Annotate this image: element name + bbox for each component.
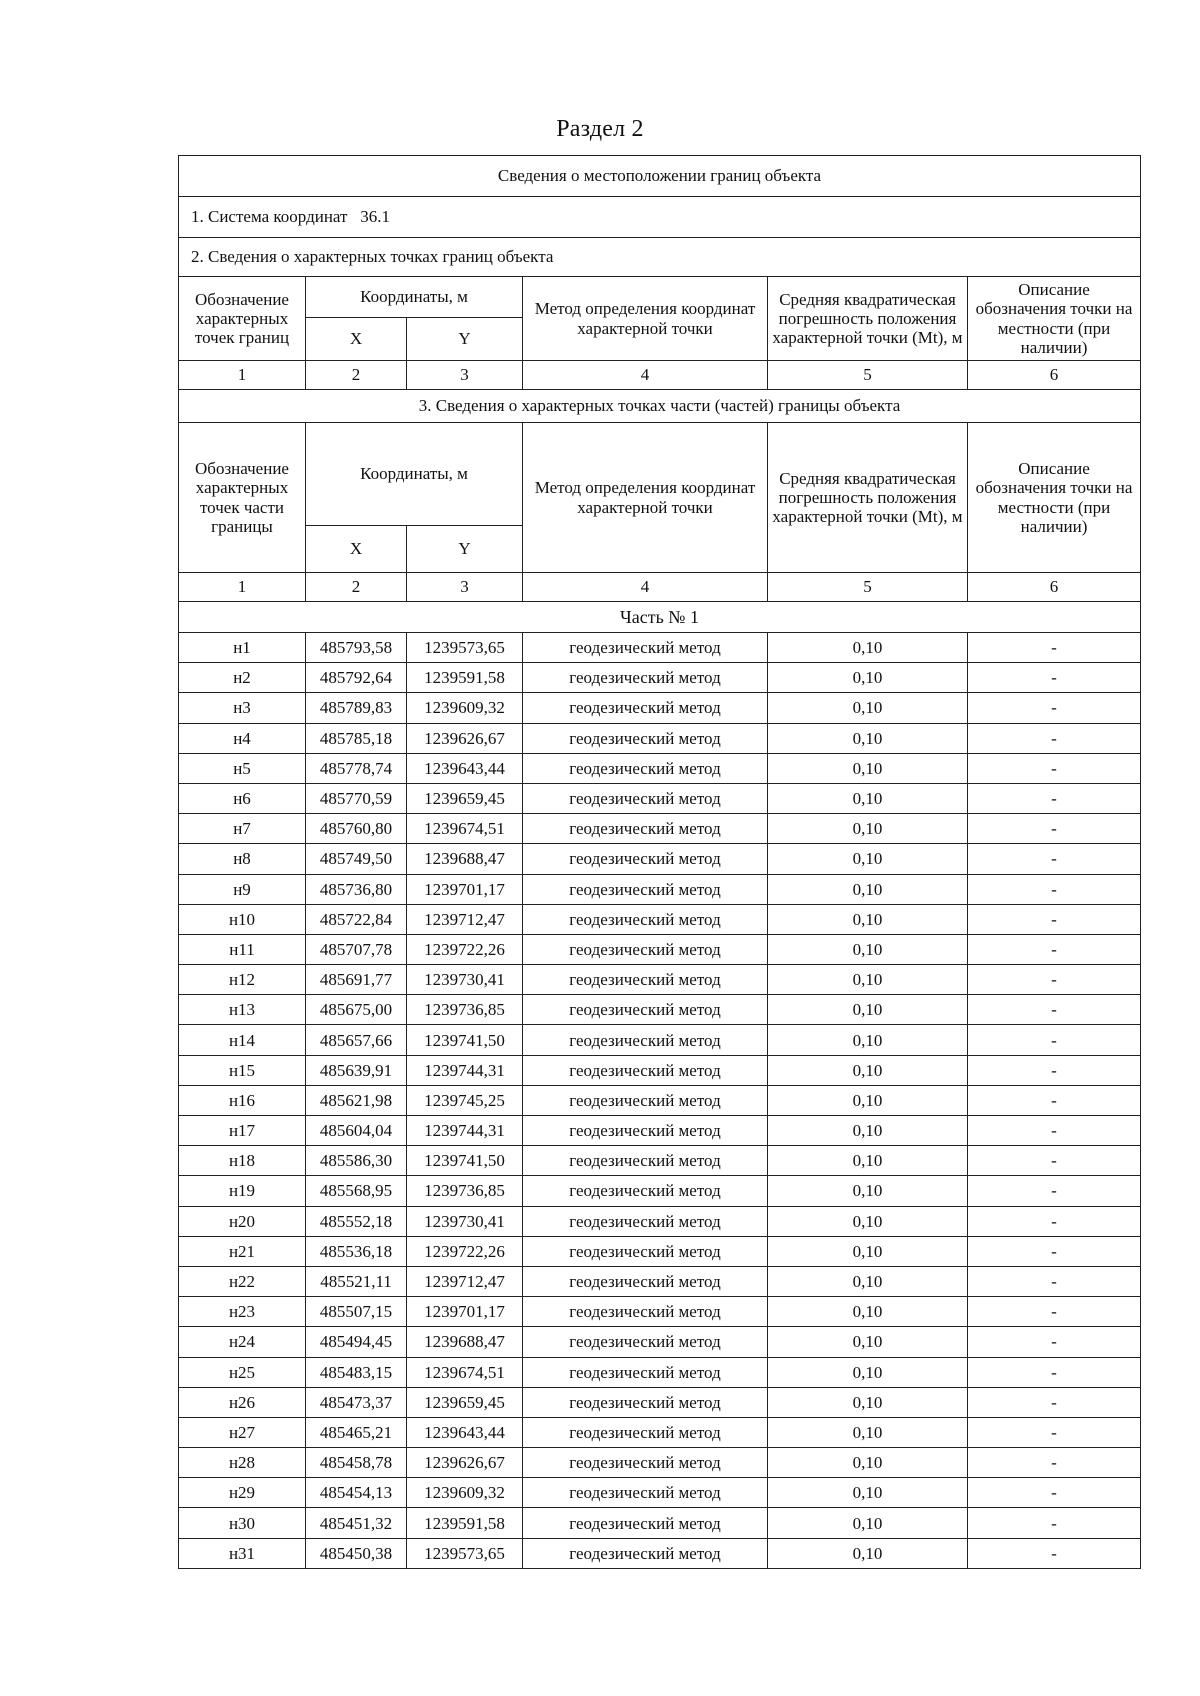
description-cell: -	[968, 814, 1141, 844]
coord-y-cell: 1239609,32	[407, 693, 523, 723]
point-id-cell: н10	[179, 904, 306, 934]
table-row	[179, 1417, 1141, 1447]
table-row	[179, 1266, 1141, 1296]
table-row	[179, 783, 1141, 813]
accuracy-cell: 0,10	[768, 965, 968, 995]
coord-x-cell: 485521,11	[306, 1266, 407, 1296]
point-id-cell: н11	[179, 934, 306, 964]
accuracy-cell: 0,10	[768, 723, 968, 753]
accuracy-cell: 0,10	[768, 1176, 968, 1206]
col-number: 1	[179, 361, 306, 390]
coord-x-cell: 485639,91	[306, 1055, 407, 1085]
accuracy-cell: 0,10	[768, 1085, 968, 1115]
coord-system-label: 1. Система координат	[191, 207, 348, 227]
coord-y-cell: 1239591,58	[407, 663, 523, 693]
coord-x-cell: 485691,77	[306, 965, 407, 995]
point-id-cell: н1	[179, 633, 306, 663]
description-cell: -	[968, 1055, 1141, 1085]
method-cell: геодезический метод	[523, 1508, 768, 1538]
sec3-col-description: Описание обозначения точки на местности (при наличии)	[968, 423, 1141, 573]
method-cell: геодезический метод	[523, 1116, 768, 1146]
accuracy-cell: 0,10	[768, 1508, 968, 1538]
coord-system-row	[179, 197, 1141, 238]
point-id-cell: н30	[179, 1508, 306, 1538]
method-cell: геодезический метод	[523, 1387, 768, 1417]
method-cell: геодезический метод	[523, 1478, 768, 1508]
coord-y-cell: 1239643,44	[407, 753, 523, 783]
table-row	[179, 1387, 1141, 1417]
point-id-cell: н29	[179, 1478, 306, 1508]
method-cell: геодезический метод	[523, 1357, 768, 1387]
description-cell: -	[968, 783, 1141, 813]
sec3-col-y: Y	[407, 526, 523, 573]
accuracy-cell: 0,10	[768, 1357, 968, 1387]
table-row	[179, 1176, 1141, 1206]
table-row	[179, 995, 1141, 1025]
coord-x-cell: 485657,66	[306, 1025, 407, 1055]
method-cell: геодезический метод	[523, 633, 768, 663]
boundary-table	[178, 155, 1141, 1569]
accuracy-cell: 0,10	[768, 1266, 968, 1296]
accuracy-cell: 0,10	[768, 1327, 968, 1357]
table-row	[179, 904, 1141, 934]
table-row	[179, 1448, 1141, 1478]
coord-y-cell: 1239712,47	[407, 1266, 523, 1296]
point-id-cell: н5	[179, 753, 306, 783]
point-id-cell: н22	[179, 1266, 306, 1296]
description-cell: -	[968, 904, 1141, 934]
description-cell: -	[968, 1387, 1141, 1417]
col-number: 3	[407, 573, 523, 602]
sec3-col-method: Метод определения координат характерной точки	[523, 423, 768, 573]
sec2-col-coords: Координаты, м	[306, 277, 523, 318]
method-cell: геодезический метод	[523, 995, 768, 1025]
coord-x-cell: 485454,13	[306, 1478, 407, 1508]
part-title: Часть № 1	[179, 602, 1141, 633]
point-id-cell: н16	[179, 1085, 306, 1115]
sec2-col-method: Метод определения координат характерной точки	[523, 277, 768, 361]
description-cell: -	[968, 1508, 1141, 1538]
point-id-cell: н9	[179, 874, 306, 904]
accuracy-cell: 0,10	[768, 1236, 968, 1266]
sec3-title-row	[179, 390, 1141, 423]
point-id-cell: н8	[179, 844, 306, 874]
accuracy-cell: 0,10	[768, 783, 968, 813]
accuracy-cell: 0,10	[768, 753, 968, 783]
description-cell: -	[968, 844, 1141, 874]
col-number: 3	[407, 361, 523, 390]
coord-x-cell: 485604,04	[306, 1116, 407, 1146]
coord-x-cell: 485793,58	[306, 633, 407, 663]
point-id-cell: н20	[179, 1206, 306, 1236]
description-cell: -	[968, 753, 1141, 783]
point-id-cell: н3	[179, 693, 306, 723]
sec3-col-numbers-row	[179, 573, 1141, 602]
point-id-cell: н18	[179, 1146, 306, 1176]
method-cell: геодезический метод	[523, 904, 768, 934]
description-cell: -	[968, 934, 1141, 964]
point-id-cell: н31	[179, 1538, 306, 1568]
table-row	[179, 844, 1141, 874]
col-number: 6	[968, 361, 1141, 390]
table-row	[179, 1357, 1141, 1387]
accuracy-cell: 0,10	[768, 874, 968, 904]
table-row	[179, 753, 1141, 783]
method-cell: геодезический метод	[523, 783, 768, 813]
coord-x-cell: 485770,59	[306, 783, 407, 813]
col-number: 1	[179, 573, 306, 602]
method-cell: геодезический метод	[523, 934, 768, 964]
point-id-cell: н26	[179, 1387, 306, 1417]
accuracy-cell: 0,10	[768, 1206, 968, 1236]
description-cell: -	[968, 663, 1141, 693]
method-cell: геодезический метод	[523, 1538, 768, 1568]
coord-x-cell: 485450,38	[306, 1538, 407, 1568]
accuracy-cell: 0,10	[768, 1478, 968, 1508]
table-row	[179, 1206, 1141, 1236]
method-cell: геодезический метод	[523, 1025, 768, 1055]
point-id-cell: н17	[179, 1116, 306, 1146]
col-number: 2	[306, 361, 407, 390]
coord-x-cell: 485760,80	[306, 814, 407, 844]
coord-y-cell: 1239744,31	[407, 1055, 523, 1085]
method-cell: геодезический метод	[523, 1236, 768, 1266]
point-id-cell: н14	[179, 1025, 306, 1055]
accuracy-cell: 0,10	[768, 1297, 968, 1327]
table-row	[179, 1025, 1141, 1055]
coord-x-cell: 485621,98	[306, 1085, 407, 1115]
coord-x-cell: 485536,18	[306, 1236, 407, 1266]
description-cell: -	[968, 1025, 1141, 1055]
description-cell: -	[968, 1538, 1141, 1568]
sec3-title: 3. Сведения о характерных точках части (частей) границы объекта	[179, 390, 1141, 423]
description-cell: -	[968, 1357, 1141, 1387]
coord-x-cell: 485465,21	[306, 1417, 407, 1447]
table-row	[179, 934, 1141, 964]
coord-y-cell: 1239688,47	[407, 1327, 523, 1357]
point-id-cell: н6	[179, 783, 306, 813]
accuracy-cell: 0,10	[768, 1116, 968, 1146]
coord-x-cell: 485736,80	[306, 874, 407, 904]
description-cell: -	[968, 1116, 1141, 1146]
sec2-title-row	[179, 238, 1141, 277]
coord-y-cell: 1239701,17	[407, 1297, 523, 1327]
point-id-cell: н12	[179, 965, 306, 995]
method-cell: геодезический метод	[523, 874, 768, 904]
coord-x-cell: 485458,78	[306, 1448, 407, 1478]
sec2-col-numbers-row	[179, 361, 1141, 390]
table-row	[179, 663, 1141, 693]
sec3-col-designation: Обозначение характерных точек части границы	[179, 423, 306, 573]
description-cell: -	[968, 693, 1141, 723]
table-row	[179, 874, 1141, 904]
coord-x-cell: 485507,15	[306, 1297, 407, 1327]
method-cell: геодезический метод	[523, 1146, 768, 1176]
accuracy-cell: 0,10	[768, 1025, 968, 1055]
description-cell: -	[968, 1327, 1141, 1357]
description-cell: -	[968, 1206, 1141, 1236]
method-cell: геодезический метод	[523, 1085, 768, 1115]
accuracy-cell: 0,10	[768, 633, 968, 663]
method-cell: геодезический метод	[523, 1266, 768, 1296]
coord-y-cell: 1239741,50	[407, 1146, 523, 1176]
table-title-row	[179, 156, 1141, 197]
coord-x-cell: 485785,18	[306, 723, 407, 753]
point-id-cell: н4	[179, 723, 306, 753]
point-id-cell: н24	[179, 1327, 306, 1357]
accuracy-cell: 0,10	[768, 693, 968, 723]
method-cell: геодезический метод	[523, 1176, 768, 1206]
description-cell: -	[968, 1146, 1141, 1176]
sec3-col-x: X	[306, 526, 407, 573]
sec3-header-row	[179, 423, 1141, 526]
coord-y-cell: 1239591,58	[407, 1508, 523, 1538]
coord-y-cell: 1239643,44	[407, 1417, 523, 1447]
point-id-cell: н19	[179, 1176, 306, 1206]
table-row	[179, 1146, 1141, 1176]
accuracy-cell: 0,10	[768, 1538, 968, 1568]
table-row	[179, 965, 1141, 995]
col-number: 5	[768, 573, 968, 602]
method-cell: геодезический метод	[523, 1417, 768, 1447]
table-row	[179, 693, 1141, 723]
accuracy-cell: 0,10	[768, 904, 968, 934]
accuracy-cell: 0,10	[768, 1146, 968, 1176]
sec3-col-coords: Координаты, м	[306, 423, 523, 526]
method-cell: геодезический метод	[523, 1327, 768, 1357]
coord-x-cell: 485473,37	[306, 1387, 407, 1417]
coord-x-cell: 485792,64	[306, 663, 407, 693]
accuracy-cell: 0,10	[768, 934, 968, 964]
sec3-col-accuracy: Средняя квадратическая погрешность положения характерной точки (Mt), м	[768, 423, 968, 573]
coord-system-value: 36.1	[360, 207, 390, 227]
method-cell: геодезический метод	[523, 1297, 768, 1327]
coord-y-cell: 1239674,51	[407, 1357, 523, 1387]
table-row	[179, 1116, 1141, 1146]
coord-y-cell: 1239626,67	[407, 1448, 523, 1478]
coord-x-cell: 485675,00	[306, 995, 407, 1025]
sec2-title: 2. Сведения о характерных точках границ объекта	[179, 238, 1141, 277]
table-row	[179, 1327, 1141, 1357]
coord-y-cell: 1239659,45	[407, 783, 523, 813]
method-cell: геодезический метод	[523, 1055, 768, 1085]
point-id-cell: н21	[179, 1236, 306, 1266]
method-cell: геодезический метод	[523, 965, 768, 995]
coord-y-cell: 1239736,85	[407, 1176, 523, 1206]
description-cell: -	[968, 1297, 1141, 1327]
coord-x-cell: 485586,30	[306, 1146, 407, 1176]
description-cell: -	[968, 1448, 1141, 1478]
coord-y-cell: 1239736,85	[407, 995, 523, 1025]
sec2-col-accuracy: Средняя квадратическая погрешность положения характерной точки (Mt), м	[768, 277, 968, 361]
method-cell: геодезический метод	[523, 814, 768, 844]
accuracy-cell: 0,10	[768, 1387, 968, 1417]
coord-x-cell: 485707,78	[306, 934, 407, 964]
description-cell: -	[968, 1266, 1141, 1296]
col-number: 4	[523, 361, 768, 390]
table-row	[179, 814, 1141, 844]
point-id-cell: н13	[179, 995, 306, 1025]
coord-y-cell: 1239701,17	[407, 874, 523, 904]
coord-y-cell: 1239626,67	[407, 723, 523, 753]
table-row	[179, 1297, 1141, 1327]
sec2-col-y: Y	[407, 318, 523, 361]
coord-y-cell: 1239674,51	[407, 814, 523, 844]
description-cell: -	[968, 1176, 1141, 1206]
table-row	[179, 1236, 1141, 1266]
coord-y-cell: 1239573,65	[407, 1538, 523, 1568]
point-id-cell: н27	[179, 1417, 306, 1447]
coord-y-cell: 1239609,32	[407, 1478, 523, 1508]
col-number: 6	[968, 573, 1141, 602]
method-cell: геодезический метод	[523, 663, 768, 693]
col-number: 4	[523, 573, 768, 602]
coord-x-cell: 485789,83	[306, 693, 407, 723]
coord-y-cell: 1239730,41	[407, 1206, 523, 1236]
accuracy-cell: 0,10	[768, 1055, 968, 1085]
coord-y-cell: 1239722,26	[407, 1236, 523, 1266]
accuracy-cell: 0,10	[768, 844, 968, 874]
point-id-cell: н28	[179, 1448, 306, 1478]
coord-y-cell: 1239741,50	[407, 1025, 523, 1055]
description-cell: -	[968, 1478, 1141, 1508]
method-cell: геодезический метод	[523, 723, 768, 753]
coord-y-cell: 1239730,41	[407, 965, 523, 995]
coord-x-cell: 485568,95	[306, 1176, 407, 1206]
coord-x-cell: 485778,74	[306, 753, 407, 783]
coord-y-cell: 1239688,47	[407, 844, 523, 874]
coord-x-cell: 485749,50	[306, 844, 407, 874]
method-cell: геодезический метод	[523, 693, 768, 723]
section-title: Раздел 2	[556, 116, 644, 142]
table-row	[179, 1538, 1141, 1568]
sec2-col-x: X	[306, 318, 407, 361]
col-number: 2	[306, 573, 407, 602]
accuracy-cell: 0,10	[768, 995, 968, 1025]
accuracy-cell: 0,10	[768, 663, 968, 693]
part-title-row	[179, 602, 1141, 633]
coord-y-cell: 1239744,31	[407, 1116, 523, 1146]
description-cell: -	[968, 1085, 1141, 1115]
sec2-col-designation: Обозначение характерных точек границ	[179, 277, 306, 361]
coord-x-cell: 485552,18	[306, 1206, 407, 1236]
method-cell: геодезический метод	[523, 753, 768, 783]
sec2-header-row	[179, 277, 1141, 318]
description-cell: -	[968, 874, 1141, 904]
coord-y-cell: 1239745,25	[407, 1085, 523, 1115]
coord-system	[179, 197, 1141, 238]
method-cell: геодезический метод	[523, 844, 768, 874]
table-row	[179, 1055, 1141, 1085]
table-row	[179, 1085, 1141, 1115]
description-cell: -	[968, 633, 1141, 663]
coord-x-cell: 485451,32	[306, 1508, 407, 1538]
table-row	[179, 723, 1141, 753]
point-id-cell: н25	[179, 1357, 306, 1387]
method-cell: геодезический метод	[523, 1448, 768, 1478]
point-id-cell: н7	[179, 814, 306, 844]
sec2-col-description: Описание обозначения точки на местности (при наличии)	[968, 277, 1141, 361]
table-row	[179, 633, 1141, 663]
table-title: Сведения о местоположении границ объекта	[179, 156, 1141, 197]
point-id-cell: н23	[179, 1297, 306, 1327]
table-row	[179, 1508, 1141, 1538]
method-cell: геодезический метод	[523, 1206, 768, 1236]
coord-x-cell: 485722,84	[306, 904, 407, 934]
point-id-cell: н15	[179, 1055, 306, 1085]
description-cell: -	[968, 1236, 1141, 1266]
accuracy-cell: 0,10	[768, 1448, 968, 1478]
description-cell: -	[968, 1417, 1141, 1447]
coord-x-cell: 485494,45	[306, 1327, 407, 1357]
coord-y-cell: 1239712,47	[407, 904, 523, 934]
description-cell: -	[968, 965, 1141, 995]
col-number: 5	[768, 361, 968, 390]
accuracy-cell: 0,10	[768, 1417, 968, 1447]
description-cell: -	[968, 995, 1141, 1025]
accuracy-cell: 0,10	[768, 814, 968, 844]
point-id-cell: н2	[179, 663, 306, 693]
coord-y-cell: 1239573,65	[407, 633, 523, 663]
table-row	[179, 1478, 1141, 1508]
coord-x-cell: 485483,15	[306, 1357, 407, 1387]
coord-y-cell: 1239659,45	[407, 1387, 523, 1417]
description-cell: -	[968, 723, 1141, 753]
coord-y-cell: 1239722,26	[407, 934, 523, 964]
